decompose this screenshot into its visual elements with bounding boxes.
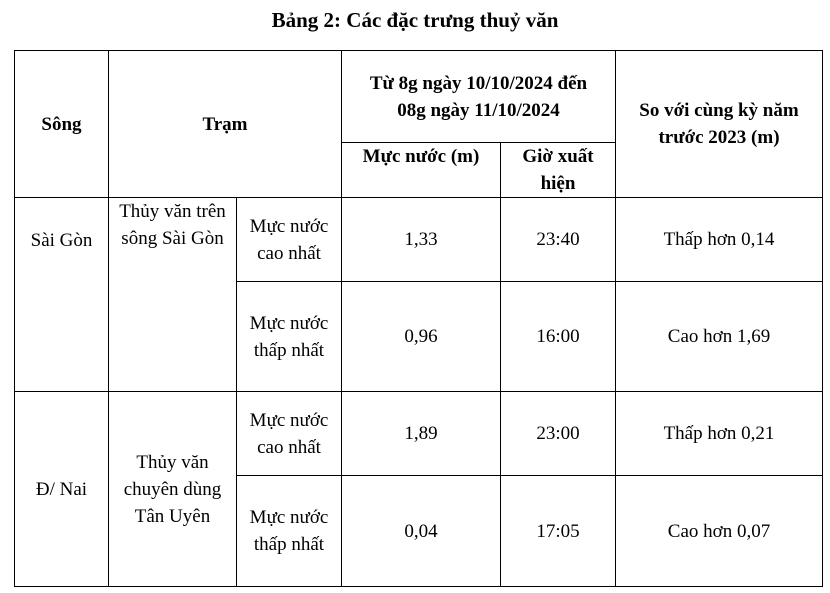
water-level: 1,89 [342,392,501,476]
water-level: 0,96 [342,282,501,392]
table-row [15,392,823,476]
water-level: 1,33 [342,198,501,282]
header-tram: Trạm [109,51,342,198]
header-period: Từ 8g ngày 10/10/2024 đến 08g ngày 11/10/2024 [342,51,616,143]
compare-value: Thấp hơn 0,21 [616,392,823,476]
hydrology-table [14,50,823,587]
river-name: Đ/ Nai [15,392,109,587]
time-value: 23:00 [501,392,616,476]
table-row [15,198,823,282]
level-type: Mực nước cao nhất [237,198,342,282]
header-song: Sông [15,51,109,198]
compare-value: Cao hơn 1,69 [616,282,823,392]
water-level: 0,04 [342,476,501,587]
compare-value: Thấp hơn 0,14 [616,198,823,282]
level-type: Mực nước thấp nhất [237,282,342,392]
station-name: Thủy văn trên sông Sài Gòn [109,198,237,392]
station-name: Thủy văn chuyên dùng Tân Uyên [109,392,237,587]
time-value: 17:05 [501,476,616,587]
table-title: Bảng 2: Các đặc trưng thuỷ văn [271,8,559,32]
header-gio-xuat-hien: Giờ xuất hiện [501,143,616,198]
time-value: 23:40 [501,198,616,282]
compare-value: Cao hơn 0,07 [616,476,823,587]
time-value: 16:00 [501,282,616,392]
header-muc-nuoc: Mực nước (m) [342,143,501,198]
level-type: Mực nước thấp nhất [237,476,342,587]
header-compare: So với cùng kỳ năm trước 2023 (m) [616,51,823,198]
level-type: Mực nước cao nhất [237,392,342,476]
river-name: Sài Gòn [15,198,109,392]
